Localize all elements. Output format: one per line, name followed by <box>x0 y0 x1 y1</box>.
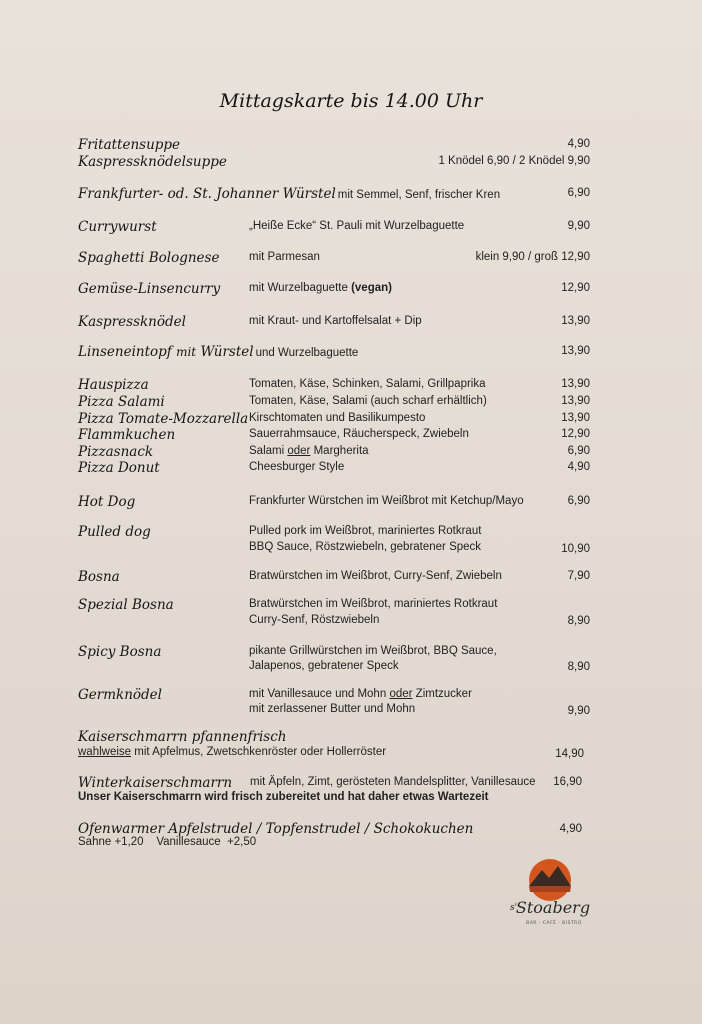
logo-mountain-icon <box>504 858 596 930</box>
item-desc: Sauerrahmsauce, Räucherspeck, Zwiebeln <box>249 428 469 440</box>
item-desc-or: oder <box>389 688 413 700</box>
item-desc: Curry-Senf, Röstzwiebeln <box>249 614 380 626</box>
item-desc: mit Semmel, Senf, frischer Kren <box>337 189 501 201</box>
menu-item-hauspizza <box>0 377 702 395</box>
item-desc: mit Parmesan <box>249 251 320 263</box>
item-price: 4,90 <box>567 138 590 150</box>
item-desc: mit Äpfeln, Zimt, gerösteten Mandelsplitter, Vanillesauce <box>250 776 536 788</box>
item-name <box>78 186 500 202</box>
item-name: Flammkuchen <box>78 427 176 443</box>
item-desc: mit Kraut- und Kartoffelsalat + Dip <box>249 315 422 327</box>
item-desc: Frankfurter Würstchen im Weißbrot mit Ketchup/Mayo <box>249 495 524 507</box>
item-desc-text: mit Wurzelbaguette <box>249 282 348 294</box>
menu-item-pizza-donut <box>0 460 702 478</box>
kaiserschmarrn-note <box>0 790 702 808</box>
item-price: 8,90 <box>567 661 590 673</box>
item-price: 9,90 <box>567 220 590 232</box>
note-text: Unser Kaiserschmarrn wird frisch zubereitet und hat daher etwas Wartezeit <box>78 791 489 803</box>
item-name: Currywurst <box>78 219 157 235</box>
menu-item-kaspressknoedel <box>0 314 702 332</box>
item-name: Bosna <box>78 569 120 585</box>
item-price: 4,90 <box>567 461 590 473</box>
menu-item-flammkuchen <box>0 427 702 445</box>
item-desc: Tomaten, Käse, Schinken, Salami, Grillpaprika <box>249 378 486 390</box>
item-desc <box>249 282 392 294</box>
item-name <box>78 344 358 360</box>
item-price: 4,90 <box>559 823 582 835</box>
extras-text: Sahne +1,20 Vanillesauce +2,50 <box>78 836 257 848</box>
item-name: Ofenwarmer Apfelstrudel / Topfenstrudel / Schokokuchen <box>78 821 474 837</box>
menu-item-gemuese <box>0 281 702 299</box>
item-desc: „Heiße Ecke“ St. Pauli mit Wurzelbaguette <box>249 220 465 232</box>
item-name: Spicy Bosna <box>78 644 162 660</box>
item-name: Winterkaiserschmarrn <box>78 775 233 791</box>
item-name-mid: mit <box>176 345 197 359</box>
stoaberg-logo <box>504 858 596 930</box>
item-name: Spaghetti Bolognese <box>78 250 220 266</box>
item-name: Germknödel <box>78 687 162 703</box>
menu-item-pizza-salami <box>0 394 702 412</box>
item-desc <box>249 445 369 457</box>
item-name: Hot Dog <box>78 494 136 510</box>
menu-item-frankfurter <box>0 186 702 204</box>
item-desc: Kirschtomaten und Basilikumpesto <box>249 412 426 424</box>
item-name: Pizza Donut <box>78 460 160 476</box>
item-price: 9,90 <box>567 705 590 717</box>
item-desc: Pulled pork im Weißbrot, mariniertes Rotkraut <box>249 525 482 537</box>
item-price: 13,90 <box>561 378 590 390</box>
item-desc-b: Margherita <box>313 445 369 457</box>
item-desc: Tomaten, Käse, Salami (auch scharf erhältlich) <box>249 395 487 407</box>
item-price: 12,90 <box>561 428 590 440</box>
item-price: 13,90 <box>561 395 590 407</box>
item-desc-a: Salami <box>249 445 285 457</box>
item-price: 6,90 <box>567 187 590 199</box>
vegan-label: (vegan) <box>351 282 392 294</box>
item-name: Pizzasnack <box>78 444 154 460</box>
item-desc: Bratwürstchen im Weißbrot, Curry-Senf, Zwiebeln <box>249 570 502 582</box>
menu-item-kaspressknoedelsuppe <box>0 154 702 172</box>
menu-item-spaghetti <box>0 250 702 268</box>
logo-prefix: s' <box>510 903 518 913</box>
menu-item-hot-dog <box>0 494 702 512</box>
item-price: 1 Knödel 6,90 / 2 Knödel 9,90 <box>438 155 590 167</box>
menu-item-spicy-bosna-line2 <box>0 659 702 677</box>
menu-item-kaiserschmarrn-line2 <box>0 745 702 763</box>
item-desc-b: Zimtzucker <box>415 688 472 700</box>
item-desc-text: mit Apfelmus, Zwetschkenröster oder Hollerröster <box>134 746 387 758</box>
item-price: 13,90 <box>561 315 590 327</box>
item-desc-choice: wahlweise <box>78 746 132 758</box>
item-price: 12,90 <box>561 282 590 294</box>
logo-tagline: BAR · CAFÉ · BISTRO <box>526 921 582 926</box>
item-price: 7,90 <box>567 570 590 582</box>
item-desc <box>78 746 386 758</box>
item-price: 13,90 <box>561 412 590 424</box>
item-price: 6,90 <box>567 495 590 507</box>
menu-item-fritattensuppe <box>0 137 702 155</box>
menu-item-currywurst <box>0 219 702 237</box>
item-desc: BBQ Sauce, Röstzwiebeln, gebratener Speck <box>249 541 482 553</box>
item-price: 14,90 <box>555 748 584 760</box>
item-name: Hauspizza <box>78 377 149 393</box>
item-name: Fritattensuppe <box>78 137 181 153</box>
menu-extras <box>0 835 702 853</box>
menu-item-pulled-dog-line2 <box>0 540 702 558</box>
item-price: 16,90 <box>553 776 582 788</box>
item-desc: Bratwürstchen im Weißbrot, mariniertes Rotkraut <box>249 598 498 610</box>
item-price: 8,90 <box>567 615 590 627</box>
item-name: Kaiserschmarrn pfannenfrisch <box>78 729 287 745</box>
menu-item-linseneintopf <box>0 344 702 362</box>
logo-name: Stoaberg <box>515 898 591 917</box>
item-name: Pulled dog <box>78 524 151 540</box>
item-desc: und Wurzelbaguette <box>255 347 359 359</box>
item-name: Kaspressknödelsuppe <box>78 154 227 170</box>
menu-item-spezial-bosna-line2 <box>0 613 702 631</box>
item-name: Gemüse-Linsencurry <box>78 281 221 297</box>
item-name: Pizza Tomate-Mozzarella <box>78 411 249 427</box>
item-desc <box>249 688 472 700</box>
item-price: klein 9,90 / groß 12,90 <box>475 251 590 263</box>
item-price: 6,90 <box>567 445 590 457</box>
item-name: Kaspressknödel <box>78 314 186 330</box>
item-name: Spezial Bosna <box>78 597 174 613</box>
item-name-text: Linseneintopf <box>78 344 172 360</box>
item-name-b: Würstel <box>200 344 254 360</box>
item-price: 13,90 <box>561 345 590 357</box>
item-name-text: Frankfurter- od. St. Johanner Würstel <box>78 186 336 202</box>
item-price: 10,90 <box>561 543 590 555</box>
item-desc: Cheesburger Style <box>249 461 345 473</box>
item-desc: pikante Grillwürstchen im Weißbrot, BBQ Sauce, <box>249 645 497 657</box>
menu-item-germknoedel-line2 <box>0 702 702 720</box>
item-desc: mit zerlassener Butter und Mohn <box>249 703 416 715</box>
item-desc-or: oder <box>287 445 311 457</box>
item-desc: Jalapenos, gebratener Speck <box>249 660 399 672</box>
item-name: Pizza Salami <box>78 394 165 410</box>
item-desc-a: mit Vanillesauce und Mohn <box>249 688 387 700</box>
page-title: Mittagskarte bis 14.00 Uhr <box>219 90 483 112</box>
menu-item-bosna <box>0 569 702 587</box>
